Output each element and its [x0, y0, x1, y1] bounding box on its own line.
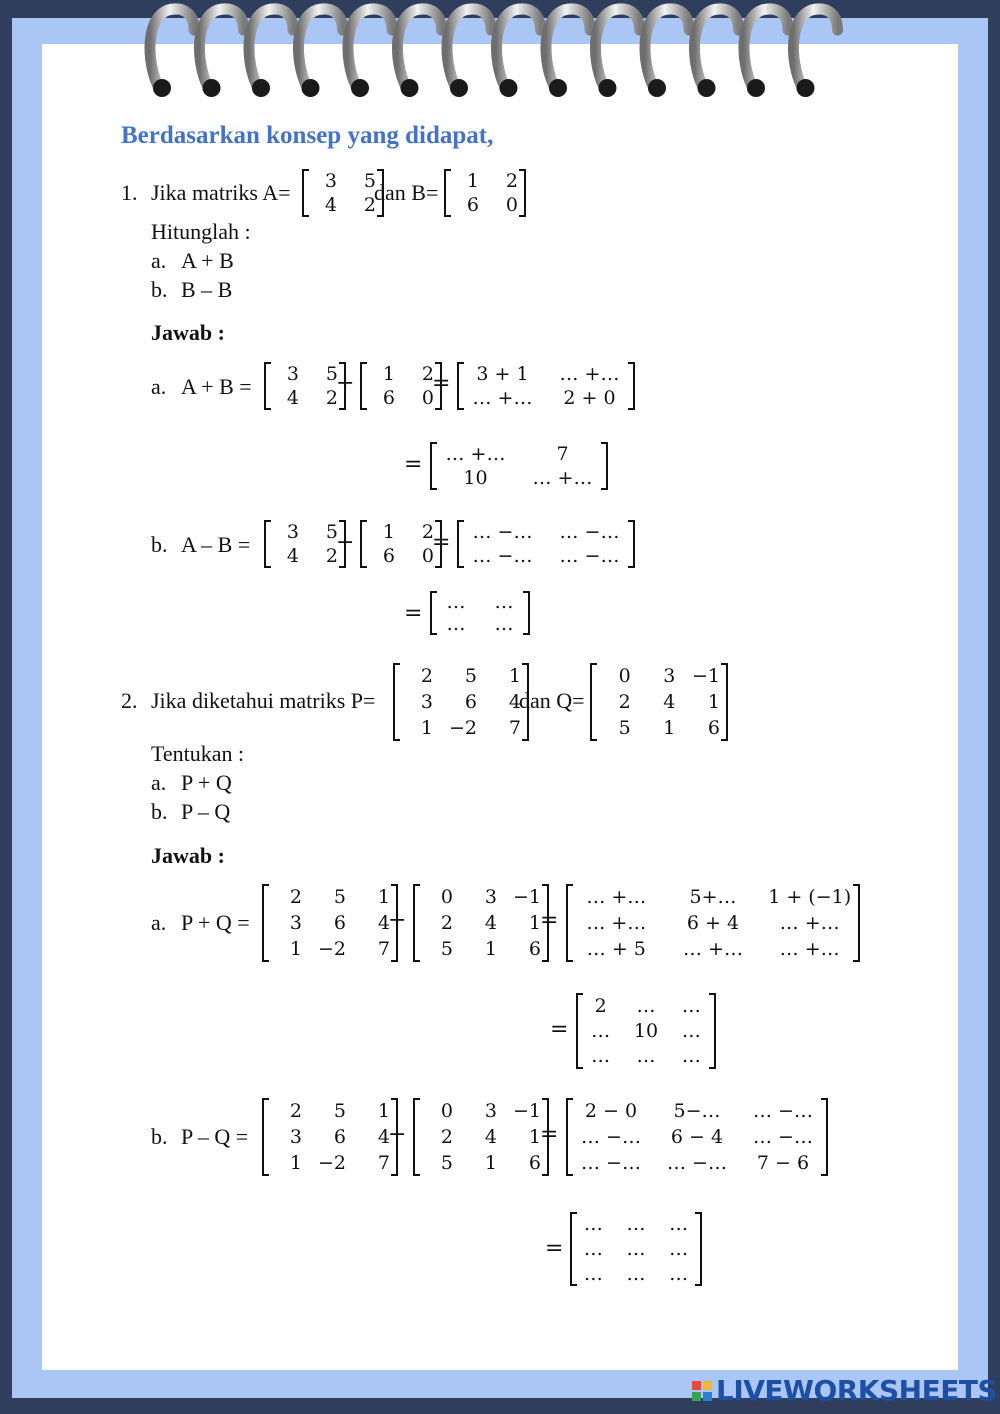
matrix-cell: 3 — [289, 912, 302, 934]
matrix-cell: 2 — [594, 994, 607, 1017]
binding-ring — [298, 9, 342, 97]
matrix-cell: 10 — [463, 467, 488, 489]
matrix-cell: … −… — [753, 1126, 813, 1148]
matrix-cell: … — [494, 613, 514, 635]
matrix-cell: 4 — [484, 912, 497, 934]
matrix-cell: 3 — [324, 170, 337, 192]
matrix-cell: … — [494, 591, 514, 613]
matrix-cell: 5 — [333, 886, 346, 908]
matrix-a-minus-b-result — [430, 591, 530, 635]
matrix-cell: 1 — [377, 1100, 390, 1122]
matrix-cell: 3 — [663, 665, 676, 687]
q2-ask: Tentukan : — [151, 741, 245, 766]
matrix-a-plus-b-step1 — [457, 362, 635, 410]
q2-number: 2. — [121, 688, 138, 713]
matrix-cell: 5 — [464, 665, 477, 687]
matrix-cell: … — [591, 1019, 611, 1042]
matrix-cell: 2 — [420, 665, 433, 687]
matrix-cell: 5 — [618, 717, 631, 739]
matrix-a — [264, 362, 346, 410]
matrix-a — [264, 520, 346, 568]
matrix-cell: … −… — [581, 1126, 641, 1148]
matrix-cell: … — [446, 613, 466, 635]
matrix-cell: 4 — [484, 1126, 497, 1148]
matrix-a-plus-b-result — [430, 442, 608, 490]
matrix-cell: … −… — [753, 1100, 813, 1122]
plus-sign: + — [336, 371, 355, 396]
matrix-cell: −2 — [448, 717, 477, 739]
q2-item-b-letter: b. — [151, 799, 168, 824]
equals-sign: = — [545, 1236, 564, 1261]
q1-item-b: B – B — [181, 277, 233, 302]
matrix-cell: 7 — [508, 717, 521, 739]
matrix-cell: 4 — [377, 912, 390, 934]
matrix-cell: … — [681, 994, 701, 1017]
equals-sign: = — [432, 371, 451, 396]
matrix-cell: … +… — [586, 886, 647, 908]
matrix-cell: 2 − 0 — [584, 1100, 638, 1122]
liveworksheets-logo — [692, 1374, 997, 1407]
matrix-cell: 3 — [289, 1126, 302, 1148]
minus-sign: − — [388, 1122, 407, 1147]
matrix-cell: 5 — [333, 1100, 346, 1122]
equals-sign: = — [404, 601, 423, 626]
matrix-cell: −1 — [512, 1100, 541, 1122]
binding-ring — [348, 9, 392, 97]
matrix-cell: 5 — [440, 1152, 453, 1174]
q2-ans-b-letter: b. — [151, 1124, 168, 1149]
matrix-cell: 1 — [508, 665, 521, 687]
matrix-cell: −1 — [512, 886, 541, 908]
binding-ring — [694, 9, 738, 97]
q1-ans-b-label: A – B = — [181, 532, 251, 557]
matrix-cell: … — [626, 1237, 646, 1260]
matrix-cell: 7 — [377, 938, 390, 960]
matrix-b — [444, 169, 526, 217]
binding-ring — [645, 9, 689, 97]
equals-sign: = — [540, 908, 559, 933]
matrix-cell: … +… — [532, 467, 593, 489]
matrix-cell: 1 — [289, 1152, 302, 1174]
matrix-cell: 1 — [420, 717, 433, 739]
binding-ring — [793, 9, 837, 97]
matrix-cell: 5 — [325, 363, 338, 385]
matrix-cell: 6 — [382, 387, 395, 409]
equals-sign: = — [550, 1017, 569, 1042]
matrix-cell: 4 — [377, 1126, 390, 1148]
matrix-cell: 2 — [325, 387, 338, 409]
matrix-cell: 5 — [325, 521, 338, 543]
matrix-cell: … — [446, 591, 466, 613]
matrix-cell: 5+… — [689, 886, 737, 908]
matrix-cell: 6 — [333, 912, 346, 934]
matrix-cell: … — [681, 1045, 701, 1068]
q1-item-a-letter: a. — [151, 248, 167, 273]
matrix-b — [360, 362, 442, 410]
binding-ring — [150, 9, 194, 97]
matrix-cell: … — [636, 994, 656, 1017]
binding-ring — [546, 9, 590, 97]
matrix-cell: 2 — [363, 194, 376, 216]
q2-ans-b-label: P – Q = — [181, 1124, 249, 1149]
matrix-p — [262, 884, 398, 962]
matrix-cell: 7 — [377, 1152, 390, 1174]
matrix-a-minus-b-step1 — [457, 520, 635, 568]
matrix-cell: … — [669, 1237, 689, 1260]
matrix-cell: … +… — [445, 443, 506, 465]
logo-text: LIVEWORKSHEETS — [716, 1374, 998, 1407]
q1-intro: Jika matriks A= — [151, 180, 291, 205]
matrix-cell: −1 — [691, 665, 720, 687]
matrix-p-plus-q-result — [576, 993, 716, 1069]
equals-sign: = — [404, 452, 423, 477]
matrix-cell: … −… — [472, 545, 533, 567]
matrix-cell: 2 — [505, 170, 518, 192]
page-title: Berdasarkan konsep yang didapat, — [121, 122, 494, 149]
q2-jawab: Jawab : — [151, 843, 225, 868]
matrix-cell: 2 + 0 — [563, 387, 616, 409]
q2-ans-a-letter: a. — [151, 910, 167, 935]
matrix-cell: … +… — [779, 938, 840, 960]
matrix-q — [590, 663, 728, 741]
matrix-cell: 4 — [508, 691, 521, 713]
matrix-b — [360, 520, 442, 568]
matrix-cell: 4 — [286, 387, 299, 409]
matrix-cell: 3 + 1 — [476, 363, 529, 385]
matrix-cell: 2 — [325, 545, 338, 567]
matrix-cell: 2 — [440, 1126, 453, 1148]
matrix-cell: 1 — [289, 938, 302, 960]
matrix-cell: 2 — [421, 363, 434, 385]
matrix-cell: … — [626, 1213, 646, 1236]
matrix-cell: 6 — [333, 1126, 346, 1148]
matrix-cell: 0 — [618, 665, 631, 687]
matrix-cell: 1 — [528, 912, 541, 934]
q1-ans-b-letter: b. — [151, 532, 168, 557]
logo-icon — [692, 1381, 712, 1401]
matrix-cell: 0 — [440, 886, 453, 908]
binding-ring — [447, 9, 491, 97]
q2-item-a-letter: a. — [151, 770, 167, 795]
q1-ask: Hitunglah : — [151, 219, 251, 244]
q2-dan: dan Q= — [519, 688, 585, 713]
matrix-cell: −2 — [317, 1152, 346, 1174]
plus-sign: + — [388, 908, 407, 933]
matrix-cell: 3 — [286, 521, 299, 543]
matrix-cell: … — [583, 1262, 603, 1285]
matrix-q — [413, 1098, 549, 1176]
matrix-cell: 5−… — [673, 1100, 721, 1122]
matrix-cell: 1 — [484, 938, 497, 960]
matrix-cell: 0 — [440, 1100, 453, 1122]
q2-item-a: P + Q — [181, 770, 232, 795]
matrix-cell: … — [583, 1213, 603, 1236]
q2-item-b: P – Q — [181, 799, 231, 824]
matrix-cell: 1 — [466, 170, 479, 192]
matrix-cell: 4 — [286, 545, 299, 567]
matrix-cell: 1 — [707, 691, 720, 713]
matrix-cell: 2 — [440, 912, 453, 934]
matrix-cell: 10 — [633, 1019, 659, 1042]
matrix-p-minus-q-result — [570, 1212, 702, 1286]
matrix-cell: … +… — [779, 912, 840, 934]
minus-sign: − — [336, 530, 355, 555]
matrix-cell: … — [583, 1237, 603, 1260]
q1-ans-a-letter: a. — [151, 374, 167, 399]
matrix-cell: 0 — [421, 545, 434, 567]
binding-ring — [744, 9, 788, 97]
matrix-cell: 6 + 4 — [686, 912, 740, 934]
equals-sign: = — [432, 530, 451, 555]
matrix-p-plus-q-step1 — [566, 884, 860, 962]
matrix-cell: … +… — [559, 363, 620, 385]
matrix-cell: 1 — [663, 717, 676, 739]
matrix-cell: 3 — [484, 1100, 497, 1122]
matrix-cell: 2 — [618, 691, 631, 713]
matrix-cell: … −… — [472, 521, 533, 543]
matrix-a — [302, 169, 384, 217]
q1-item-a: A + B — [181, 248, 234, 273]
matrix-cell: … — [669, 1262, 689, 1285]
matrix-cell: 6 − 4 — [670, 1126, 724, 1148]
matrix-p — [393, 663, 529, 741]
matrix-p-minus-q-step1 — [566, 1098, 828, 1176]
matrix-cell: 1 — [382, 521, 395, 543]
matrix-cell: … — [626, 1262, 646, 1285]
matrix-cell: 1 — [528, 1126, 541, 1148]
matrix-cell: … — [636, 1045, 656, 1068]
matrix-cell: … + 5 — [586, 938, 646, 960]
matrix-cell: … −… — [667, 1152, 727, 1174]
matrix-cell: 6 — [382, 545, 395, 567]
spiral-binding — [140, 0, 860, 110]
matrix-cell: 4 — [324, 194, 337, 216]
q2-intro: Jika diketahui matriks P= — [151, 688, 376, 713]
matrix-cell: 6 — [466, 194, 479, 216]
matrix-cell: 6 — [464, 691, 477, 713]
matrix-cell: 5 — [440, 938, 453, 960]
matrix-cell: 1 — [377, 886, 390, 908]
matrix-cell: 1 — [382, 363, 395, 385]
matrix-cell: 3 — [286, 363, 299, 385]
matrix-cell: … +… — [472, 387, 533, 409]
matrix-cell: 2 — [421, 521, 434, 543]
binding-ring — [595, 9, 639, 97]
matrix-cell: … — [669, 1213, 689, 1236]
matrix-cell: 5 — [363, 170, 376, 192]
matrix-cell: … — [681, 1019, 701, 1042]
matrix-cell: 7 − 6 — [756, 1152, 810, 1174]
matrix-q — [413, 884, 549, 962]
binding-ring — [397, 9, 441, 97]
matrix-cell: 4 — [663, 691, 676, 713]
q1-dan: dan B= — [374, 180, 439, 205]
matrix-cell: … −… — [559, 521, 620, 543]
matrix-cell: 6 — [528, 1152, 541, 1174]
matrix-cell: 6 — [528, 938, 541, 960]
matrix-cell: … — [591, 1045, 611, 1068]
matrix-cell: −2 — [317, 938, 346, 960]
matrix-cell: 1 + (−1) — [768, 886, 852, 908]
matrix-cell: 0 — [505, 194, 518, 216]
matrix-cell: 7 — [556, 443, 569, 465]
matrix-cell: 1 — [484, 1152, 497, 1174]
q1-ans-a-label: A + B = — [181, 374, 252, 399]
binding-ring — [249, 9, 293, 97]
q1-jawab: Jawab : — [151, 320, 225, 345]
matrix-cell: … −… — [559, 545, 620, 567]
matrix-cell: … +… — [683, 938, 743, 960]
matrix-cell: 3 — [420, 691, 433, 713]
matrix-p — [262, 1098, 398, 1176]
matrix-cell: 0 — [421, 387, 434, 409]
q2-ans-a-label: P + Q = — [181, 910, 250, 935]
matrix-cell: 3 — [484, 886, 497, 908]
q1-number: 1. — [121, 180, 138, 205]
q1-item-b-letter: b. — [151, 277, 168, 302]
matrix-cell: 2 — [289, 1100, 302, 1122]
matrix-cell: … +… — [586, 912, 647, 934]
binding-ring — [496, 9, 540, 97]
matrix-cell: … −… — [581, 1152, 641, 1174]
matrix-cell: 6 — [707, 717, 720, 739]
matrix-cell: 2 — [289, 886, 302, 908]
binding-ring — [199, 9, 243, 97]
equals-sign: = — [540, 1122, 559, 1147]
